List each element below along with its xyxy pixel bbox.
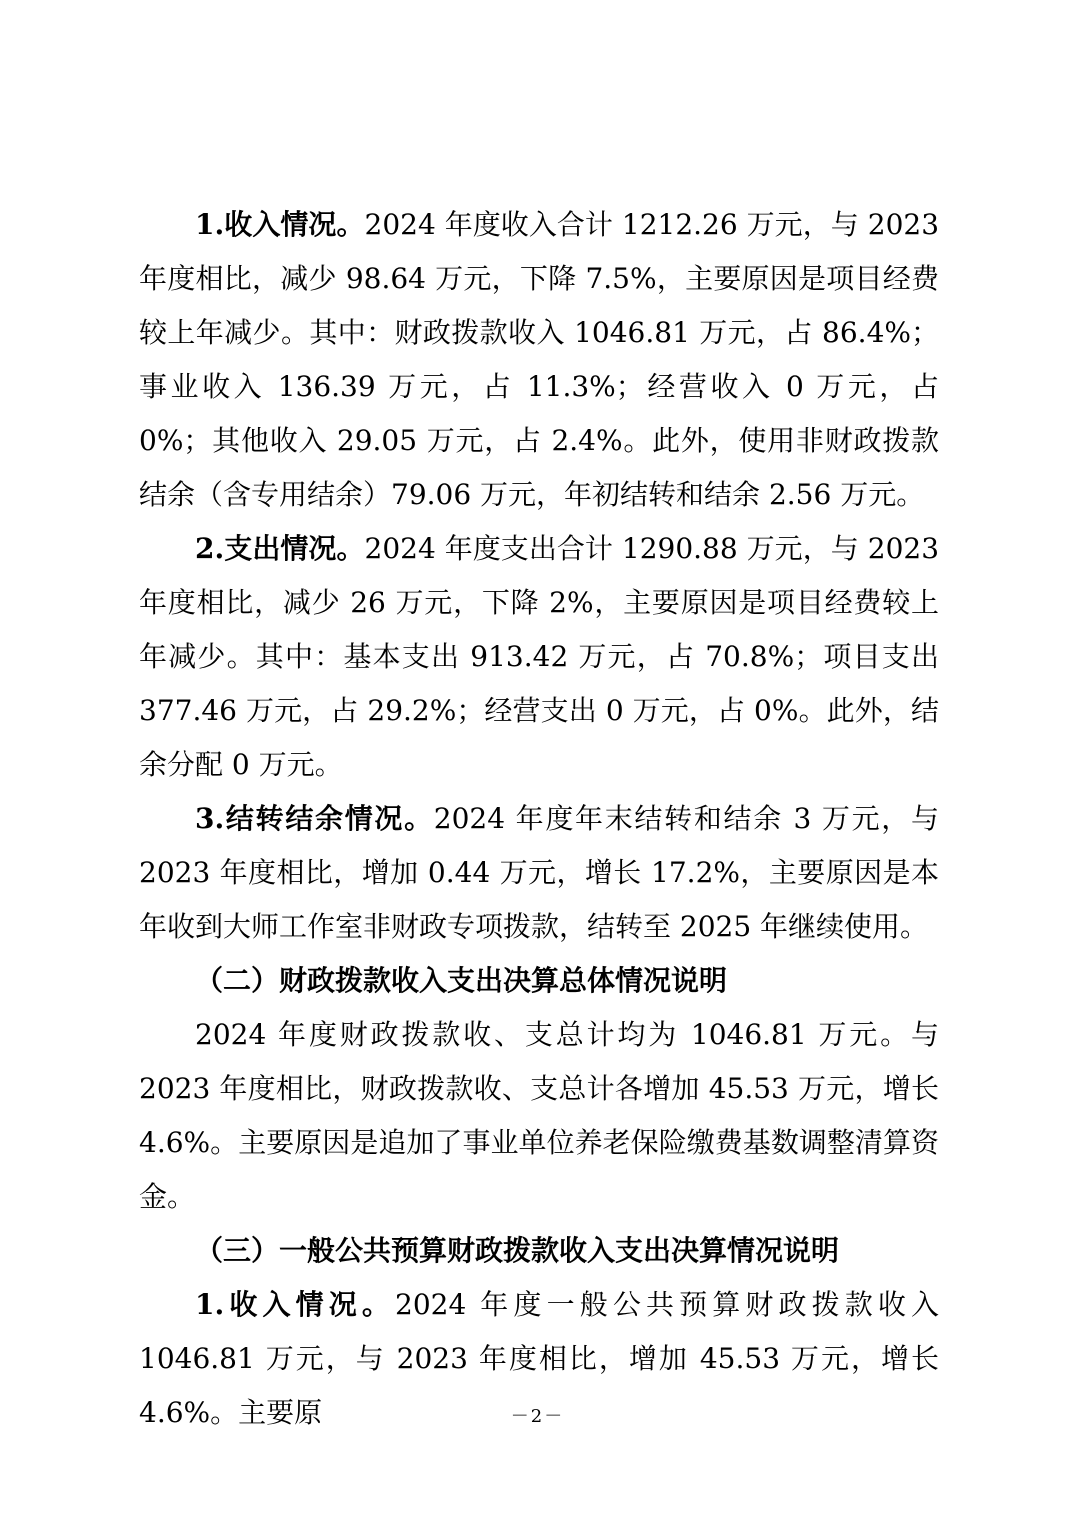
paragraph-balance-lead: 3.结转结余情况。 <box>195 802 434 835</box>
paragraph-balance-text: 2024 年度年末结转和结余 3 万元，与 2023 年度相比，增加 0.44 万元，增长 17.2%，主要原因是本年收到大师工作室非财政专项拨款，结转至 2025 年继续使用。 <box>139 802 939 943</box>
paragraph-expenditure-text: 2024 年度支出合计 1290.88 万元，与 2023 年度相比，减少 26 万元，下降 2%，主要原因是项目经费较上年减少。其中：基本支出 913.42 万元，占 70.8%；项目支出 377.46 万元，占 29.2%；经营支出 0 万元，占 0%。此外，结余分配 0 万元。 <box>139 532 940 781</box>
page-number: －2－ <box>510 1406 565 1427</box>
section-heading-2: （二）财政拨款收入支出决算总体情况说明 <box>195 964 728 997</box>
paragraph-income-text: 2024 年度收入合计 1212.26 万元，与 2023 年度相比，减少 98.64 万元，下降 7.5%，主要原因是项目经费较上年减少。其中：财政拨款收入 1046.81 万元，占 86.4%；事业收入 136.39 万元，占 11.3%；经营收入 0 万元，占 0%；其他收入 29.05 万元，占 2.4%。此外，使用非财政拨款结余（含专用结余）79.06 万元，年初结转和结余 2.56 万元。 <box>139 208 940 511</box>
paragraph-general-budget-income-text: 2024 年度一般公共预算财政拨款收入 1046.81 万元，与 2023 年度相比，增加 45.53 万元，增长 4.6%。主要原 <box>139 1288 939 1429</box>
paragraph-expenditure <box>139 522 939 792</box>
paragraph-fiscal-overall: 2024 年度财政拨款收、支总计均为 1046.81 万元。与 2023 年度相比，财政拨款收、支总计各增加 45.53 万元，增长 4.6%。主要原因是追加了事业单位养老保险缴费基数调整清算资金。 <box>139 1018 939 1213</box>
document-body <box>139 198 939 1440</box>
section-heading-3: （三）一般公共预算财政拨款收入支出决算情况说明 <box>195 1234 840 1267</box>
paragraph-income <box>139 198 939 522</box>
paragraph-general-budget-income-lead: 1.收入情况。 <box>195 1288 396 1321</box>
paragraph-income-lead: 1.收入情况。 <box>195 208 365 241</box>
paragraph-balance <box>139 792 939 954</box>
paragraph-expenditure-lead: 2.支出情况。 <box>195 532 365 565</box>
